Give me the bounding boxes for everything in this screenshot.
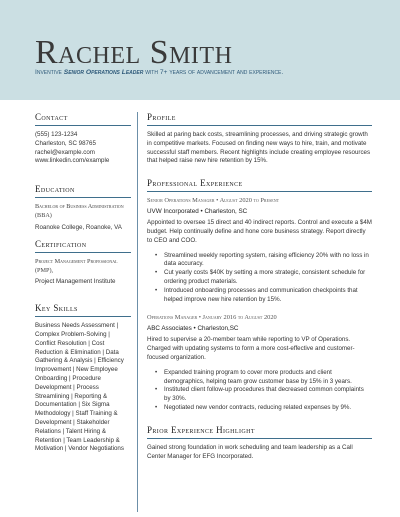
experience-rule xyxy=(147,191,372,192)
certification-rule xyxy=(35,252,131,253)
profile-heading: Profile xyxy=(147,112,176,122)
candidate-name: Rachel Smith xyxy=(35,34,233,71)
skills-list: Business Needs Assessment | Complex Problem-Solving | Conflict Resolution | Cost Reduction & Elimination | Data Gathering & Analysis | Efficiency Improvement | New Employee Onboarding | Procedure Development | Process Streamlining | Reporting & Documentation | Six Sigma Methodology | Staff Training & Development | Stakeholder Relations | Talent Hiring & Retention | Team Leadership & Motivation | Vendor Negotiations xyxy=(35,322,124,453)
header-banner xyxy=(0,0,400,100)
skills-rule xyxy=(35,316,131,317)
job-bullet: • Introduced onboarding processes and communication checkpoints that helped improve new hire retention by 15%. xyxy=(147,287,372,305)
job-bullet: • Cut yearly costs $40K by setting a more strategic, consistent schedule for ordering product materials. xyxy=(147,269,372,287)
prior-text: Gained strong foundation in work scheduling and team leadership as a Call Center Manager for EFG Incorporated. xyxy=(147,443,353,460)
job-bullet: • Instituted client follow-up procedures that decreased common complaints by 30%. xyxy=(147,386,372,404)
education-school: Roanoke College, Roanoke, VA xyxy=(35,224,122,232)
job-employer: ABC Associates • Charleston,SC xyxy=(147,325,239,333)
left-column xyxy=(35,112,131,454)
tagline-prefix: Inventive xyxy=(35,69,64,76)
contact-heading: Contact xyxy=(35,112,68,122)
skills-heading: Key Skills xyxy=(35,303,78,314)
job-employer: UVW Incorporated • Charleston, SC xyxy=(147,208,248,216)
experience-section xyxy=(147,178,372,413)
column-divider xyxy=(137,112,138,512)
skills-section xyxy=(35,303,131,454)
contact-section xyxy=(35,112,131,166)
contact-website[interactable]: www.linkedin.com/example xyxy=(35,157,110,165)
certification-section xyxy=(35,239,131,287)
job-title: Operations Manager • January 2016 to August 2020 xyxy=(147,314,277,322)
profile-text: Skilled at paring back costs, streamlining processes, and driving strategic growth in competitive markets. Focused on finding new ways to hire, train, and motivate successful staff members. Recent highlights include creating employee resources that helped raise new hire retention by 15%. xyxy=(147,131,371,165)
job-bullet: • Negotiated new vendor contracts, reducing related expenses by 9%. xyxy=(147,404,372,413)
contact-email[interactable]: rachel@example.com xyxy=(35,148,95,156)
prior-heading: Prior Experience Highlight xyxy=(147,424,255,435)
education-rule xyxy=(35,197,131,198)
tagline-suffix: with 7+ years of advancement and experience. xyxy=(143,69,284,76)
certification-name: Project Management Professional (PMP), xyxy=(35,258,118,274)
contact-location: Charleston, SC 98765 xyxy=(35,139,96,147)
job-summary: Appointed to oversee 15 direct and 40 indirect reports. Control and execute a $4M budget. Help continually define and hone core business strategy. Report directly to CEO and COO. xyxy=(147,219,372,244)
certification-heading: Certification xyxy=(35,239,87,250)
contact-rule xyxy=(35,125,131,126)
job-entry xyxy=(147,197,372,304)
profile-rule xyxy=(147,125,372,126)
experience-heading: Professional Experience xyxy=(147,178,243,189)
job-bullet: • Expanded training program to cover more products and client demographics, helping team grow customer base by 15% in 3 years. xyxy=(147,369,372,387)
job-entry xyxy=(147,314,372,412)
prior-section xyxy=(147,425,372,462)
job-bullets xyxy=(147,369,372,413)
job-summary: Hired to supervise a 20-member team while reporting to VP of Operations. Charged with updating systems to form a more cost-effective and customer-focused organization. xyxy=(147,336,355,361)
education-degree: Bachelor of Business Administration (BBA) xyxy=(35,203,124,219)
prior-rule xyxy=(147,438,372,439)
tagline-role: Senior Operations Leader xyxy=(63,69,144,76)
job-bullet: • Streamlined weekly reporting system, raising efficiency 20% with no loss in data accuracy. xyxy=(147,252,372,270)
job-title: Senior Operations Manager • August 2020 to Present xyxy=(147,197,280,205)
contact-phone: (555) 123-1234 xyxy=(35,131,78,138)
certification-institute: Project Management Institute xyxy=(35,278,116,286)
education-section xyxy=(35,184,131,233)
tagline xyxy=(35,69,385,76)
profile-section xyxy=(147,112,372,166)
job-bullets xyxy=(147,252,372,305)
right-column xyxy=(147,112,372,461)
education-heading: Education xyxy=(35,184,75,195)
